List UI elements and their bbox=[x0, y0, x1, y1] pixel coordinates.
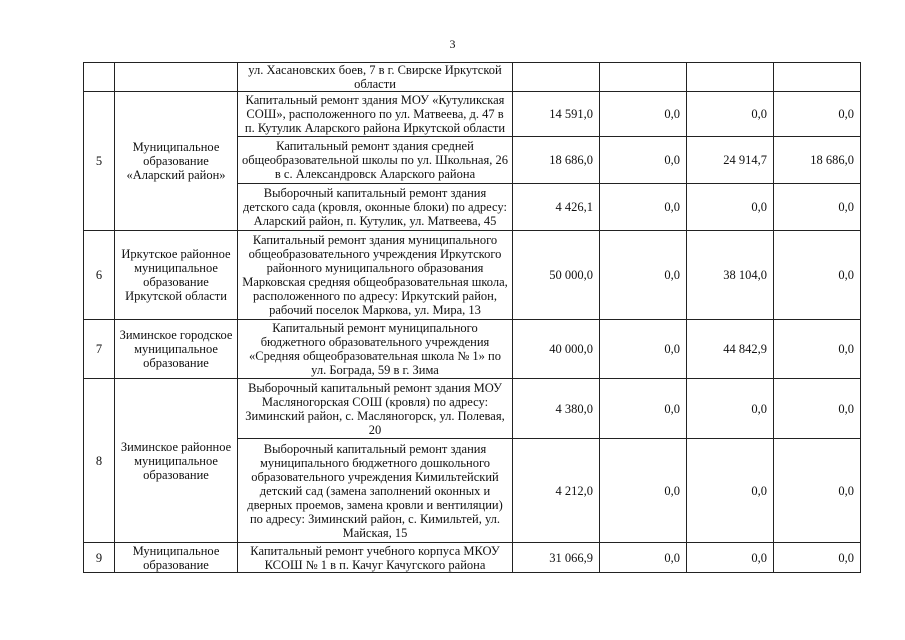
value-cell-4: 0,0 bbox=[774, 320, 861, 379]
table-row bbox=[84, 320, 861, 379]
value-cell-1: 18 686,0 bbox=[513, 137, 600, 184]
value-cell-4: 0,0 bbox=[774, 231, 861, 320]
object-cell: Выборочный капитальный ремонт здания МОУ Масляногорская СОШ (кровля) по адресу: Зиминский район, с. Масляногорск, ул. Полевая, 20 bbox=[238, 379, 513, 439]
value-cell-3: 38 104,0 bbox=[687, 231, 774, 320]
value-cell-1: 4 426,1 bbox=[513, 184, 600, 231]
object-cell: Капитальный ремонт здания МОУ «Кутуликская СОШ», расположенного по ул. Матвеева, д. 47 в п. Кутулик Аларского района Иркутской области bbox=[238, 92, 513, 137]
value-cell-3 bbox=[687, 63, 774, 92]
value-cell-1: 4 380,0 bbox=[513, 379, 600, 439]
row-number: 8 bbox=[84, 379, 115, 543]
value-cell-2: 0,0 bbox=[600, 231, 687, 320]
value-cell-3: 44 842,9 bbox=[687, 320, 774, 379]
value-cell-1: 40 000,0 bbox=[513, 320, 600, 379]
value-cell-2 bbox=[600, 63, 687, 92]
municipality-cell: Зиминское городское муниципальное образование bbox=[115, 320, 238, 379]
value-cell-4: 0,0 bbox=[774, 543, 861, 573]
municipality-cell: Зиминское районное муниципальное образование bbox=[115, 379, 238, 543]
value-cell-2: 0,0 bbox=[600, 184, 687, 231]
value-cell-3: 0,0 bbox=[687, 439, 774, 543]
value-cell-3: 0,0 bbox=[687, 543, 774, 573]
value-cell-2: 0,0 bbox=[600, 543, 687, 573]
object-cell: Капитальный ремонт здания средней общеобразовательной школы по ул. Школьная, 26 в с. Александровск Аларского района bbox=[238, 137, 513, 184]
row-number bbox=[84, 63, 115, 92]
value-cell-2: 0,0 bbox=[600, 320, 687, 379]
value-cell-1: 31 066,9 bbox=[513, 543, 600, 573]
value-cell-4: 0,0 bbox=[774, 379, 861, 439]
object-cell: Капитальный ремонт здания муниципального общеобразовательного учреждения Иркутского районного муниципального образования Марковская средняя общеобразовательная школа, расположенного по адресу: Иркутский район, рабочий поселок Маркова, ул. Мира, 13 bbox=[238, 231, 513, 320]
value-cell-1 bbox=[513, 63, 600, 92]
value-cell-2: 0,0 bbox=[600, 379, 687, 439]
value-cell-2: 0,0 bbox=[600, 137, 687, 184]
object-cell: Выборочный капитальный ремонт здания детского сада (кровля, оконные блоки) по адресу: Аларский район, п. Кутулик, ул. Матвеева, 45 bbox=[238, 184, 513, 231]
value-cell-1: 4 212,0 bbox=[513, 439, 600, 543]
municipality-cell: Муниципальное образование bbox=[115, 543, 238, 573]
table-row bbox=[84, 543, 861, 573]
object-cell: Выборочный капитальный ремонт здания муниципального бюджетного дошкольного образовательного учреждения Кимильтейский детский сад (замена заполнений оконных и дверных проемов, замена кровли и вентиляции) по адресу: Зиминский район, с. Кимильтей, ул. Майская, 15 bbox=[238, 439, 513, 543]
object-cell: Капитальный ремонт учебного корпуса МКОУ КСОШ № 1 в п. Качуг Качугского района bbox=[238, 543, 513, 573]
value-cell-1: 50 000,0 bbox=[513, 231, 600, 320]
value-cell-3: 24 914,7 bbox=[687, 137, 774, 184]
value-cell-4: 0,0 bbox=[774, 92, 861, 137]
object-cell: ул. Хасановских боев, 7 в г. Свирске Иркутской области bbox=[238, 63, 513, 92]
value-cell-3: 0,0 bbox=[687, 184, 774, 231]
object-cell: Капитальный ремонт муниципального бюджетного образовательного учреждения «Средняя общеобразовательная школа № 1» по ул. Бограда, 59 в г. Зима bbox=[238, 320, 513, 379]
value-cell-3: 0,0 bbox=[687, 379, 774, 439]
value-cell-2: 0,0 bbox=[600, 439, 687, 543]
row-number: 5 bbox=[84, 92, 115, 231]
table-row bbox=[84, 379, 861, 439]
value-cell-4 bbox=[774, 63, 861, 92]
value-cell-4: 0,0 bbox=[774, 439, 861, 543]
table-row bbox=[84, 231, 861, 320]
value-cell-4: 0,0 bbox=[774, 184, 861, 231]
row-number: 9 bbox=[84, 543, 115, 573]
municipality-cell bbox=[115, 63, 238, 92]
municipality-cell: Иркутское районное муниципальное образование Иркутской области bbox=[115, 231, 238, 320]
table-row bbox=[84, 63, 861, 92]
value-cell-4: 18 686,0 bbox=[774, 137, 861, 184]
row-number: 6 bbox=[84, 231, 115, 320]
value-cell-1: 14 591,0 bbox=[513, 92, 600, 137]
budget-table bbox=[83, 62, 861, 573]
page-number: 3 bbox=[449, 37, 456, 51]
value-cell-2: 0,0 bbox=[600, 92, 687, 137]
value-cell-3: 0,0 bbox=[687, 92, 774, 137]
municipality-cell: Муниципальное образование «Аларский район» bbox=[115, 92, 238, 231]
row-number: 7 bbox=[84, 320, 115, 379]
table-row bbox=[84, 92, 861, 137]
